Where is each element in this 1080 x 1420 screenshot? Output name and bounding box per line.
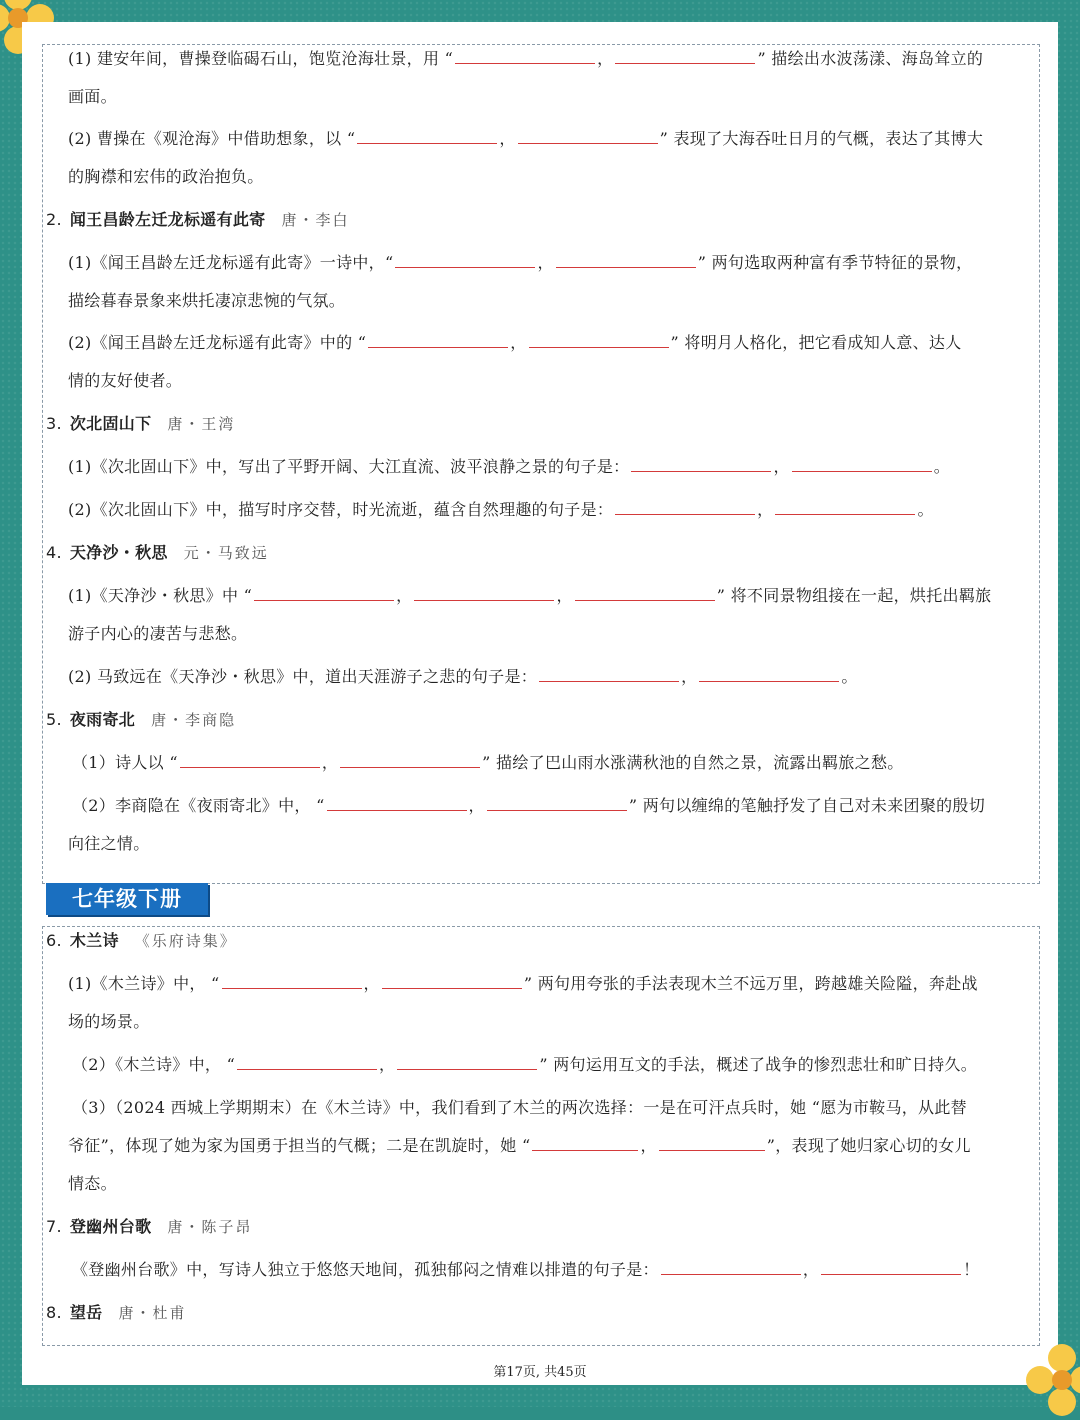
section-tag-grade7-second-semester: 七年级下册 — [46, 883, 208, 915]
answer-blank[interactable] — [487, 796, 627, 811]
answer-blank[interactable] — [414, 586, 554, 601]
question-line: （1）诗人以 “ ， ” 描绘了巴山雨水涨满秋池的自然之景，流露出羁旅之愁。 — [72, 753, 904, 772]
answer-blank[interactable] — [397, 1055, 537, 1070]
answer-blank[interactable] — [631, 457, 771, 472]
question-line: (1)《次北固山下》中，写出了平野开阔、大江直流、波平浪静之景的句子是： ， 。 — [68, 457, 951, 476]
poem-heading: 3. 次北固山下 唐・王湾 — [46, 414, 236, 433]
flower-decoration-icon — [1022, 1340, 1080, 1420]
question-line: (1) 建安年间，曹操登临碣石山，饱览沧海壮景，用 “ ， ” 描绘出水波荡漾、海岛耸立的 — [68, 49, 984, 68]
answer-blank[interactable] — [661, 1260, 801, 1275]
answer-blank[interactable] — [539, 667, 679, 682]
answer-blank[interactable] — [357, 129, 497, 144]
question-line: 情的友好使者。 — [68, 371, 183, 390]
poem-heading: 6. 木兰诗 《乐府诗集》 — [46, 931, 237, 950]
poem-heading: 5. 夜雨寄北 唐・李商隐 — [46, 710, 237, 729]
question-line: 《登幽州台歌》中，写诗人独立于悠悠天地间，孤独郁闷之情难以排遣的句子是： ， ！ — [72, 1260, 980, 1279]
answer-blank[interactable] — [532, 1136, 638, 1151]
question-line: (1)《闻王昌龄左迁龙标遥有此寄》一诗中，“ ， ” 两句选取两种富有季节特征的景物， — [68, 253, 973, 272]
poem-heading: 8. 望岳 唐・杜甫 — [46, 1303, 187, 1322]
question-line: (2) 曹操在《观沧海》中借助想象，以 “ ， ” 表现了大海吞吐日月的气概，表达了其博大 — [68, 129, 984, 148]
answer-blank[interactable] — [615, 500, 755, 515]
answer-blank[interactable] — [180, 753, 320, 768]
answer-blank[interactable] — [518, 129, 658, 144]
question-line: (1)《木兰诗》中， “ ， ” 两句用夸张的手法表现木兰不远万里，跨越雄关险隘，奔赴战 — [68, 974, 978, 993]
question-line: （2）《木兰诗》中， “ ， ” 两句运用互文的手法，概述了战争的惨烈悲壮和旷日持久。 — [72, 1055, 978, 1074]
question-line: (2)《次北固山下》中，描写时序交替，时光流逝，蕴含自然理趣的句子是： ， 。 — [68, 500, 934, 519]
question-line: 描绘暮春景象来烘托凄凉悲惋的气氛。 — [68, 291, 346, 310]
question-line: 场的场景。 — [68, 1012, 150, 1031]
answer-blank[interactable] — [395, 253, 535, 268]
answer-blank[interactable] — [556, 253, 696, 268]
poem-heading: 4. 天净沙・秋思 元・马致远 — [46, 543, 269, 562]
answer-blank[interactable] — [699, 667, 839, 682]
answer-blank[interactable] — [615, 49, 755, 64]
question-line: 情态。 — [68, 1174, 117, 1193]
question-line: (2) 马致远在《天净沙・秋思》中，道出天涯游子之悲的句子是： ， 。 — [68, 667, 858, 686]
poem-heading: 2. 闻王昌龄左迁龙标遥有此寄 唐・李白 — [46, 210, 350, 229]
answer-blank[interactable] — [659, 1136, 765, 1151]
worksheet-page — [22, 22, 1058, 1385]
question-line: 爷征”，体现了她为家为国勇于担当的气概；二是在凯旋时，她 “ ， ”，表现了她归家心切的女儿 — [68, 1136, 971, 1155]
answer-blank[interactable] — [327, 796, 467, 811]
answer-blank[interactable] — [222, 974, 362, 989]
page-footer: 第17页, 共45页 — [493, 1365, 587, 1380]
answer-blank[interactable] — [575, 586, 715, 601]
answer-blank[interactable] — [455, 49, 595, 64]
question-line: (1)《天净沙・秋思》中 “ ， ， ” 将不同景物组接在一起，烘托出羁旅 — [68, 586, 992, 605]
question-line: 的胸襟和宏伟的政治抱负。 — [68, 167, 264, 186]
question-line: 游子内心的凄苦与悲愁。 — [68, 624, 248, 643]
question-line: （3）（2024 西城上学期期末）在《木兰诗》中，我们看到了木兰的两次选择：一是在可汗点兵时，她 “愿为市鞍马，从此替 — [72, 1098, 967, 1117]
question-line: 画面。 — [68, 87, 117, 106]
answer-blank[interactable] — [821, 1260, 961, 1275]
answer-blank[interactable] — [340, 753, 480, 768]
question-line: （2）李商隐在《夜雨寄北》中， “ ， ” 两句以缠绵的笔触抒发了自己对未来团聚的殷切 — [72, 796, 986, 815]
answer-blank[interactable] — [775, 500, 915, 515]
question-line: 向往之情。 — [68, 834, 150, 853]
answer-blank[interactable] — [368, 333, 508, 348]
answer-blank[interactable] — [382, 974, 522, 989]
question-line: (2)《闻王昌龄左迁龙标遥有此寄》中的 “ ， ” 将明月人格化，把它看成知人意、达人 — [68, 333, 962, 352]
poem-heading: 7. 登幽州台歌 唐・陈子昂 — [46, 1217, 253, 1236]
answer-blank[interactable] — [254, 586, 394, 601]
answer-blank[interactable] — [792, 457, 932, 472]
answer-blank[interactable] — [529, 333, 669, 348]
answer-blank[interactable] — [237, 1055, 377, 1070]
